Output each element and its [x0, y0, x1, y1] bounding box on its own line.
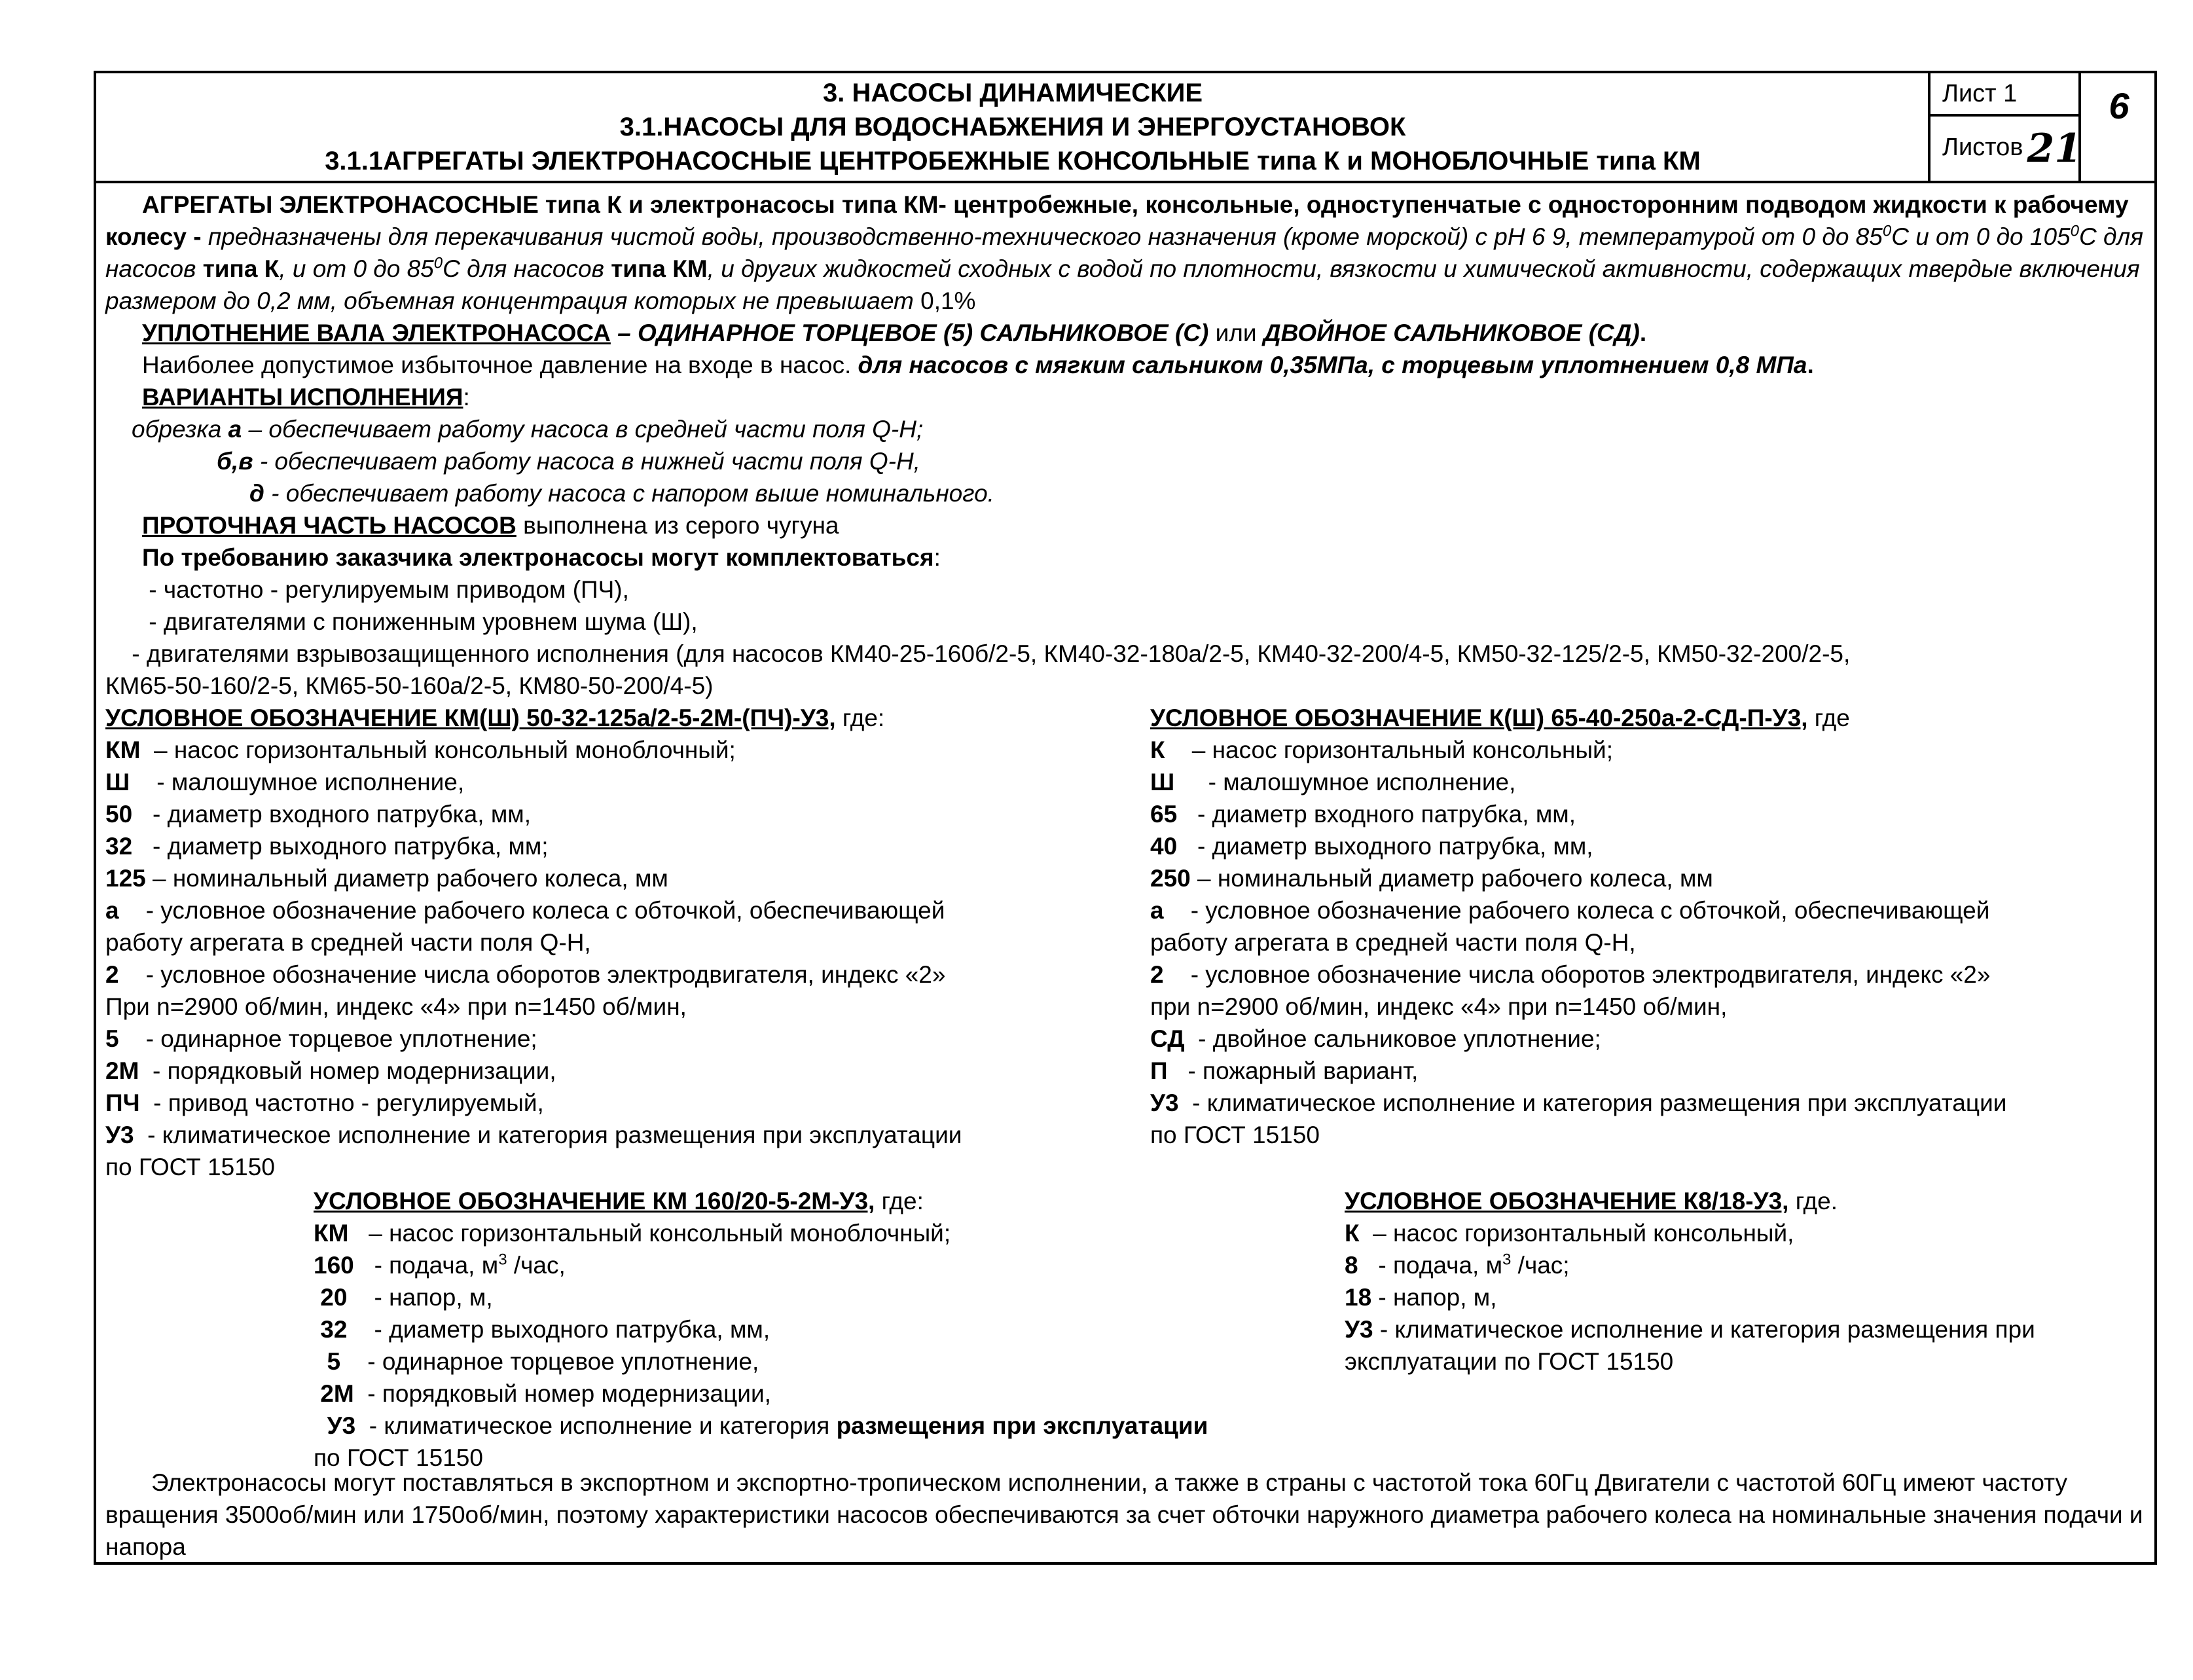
designation-km160-row [314, 1217, 1361, 1249]
designation-km160-row-sup: 3 [498, 1251, 507, 1269]
designation-km160-row [314, 1410, 1361, 1442]
designation-k8-suffix: где. [1788, 1188, 1838, 1214]
seal-or: или [1208, 320, 1263, 346]
designation-k-row-text: - диаметр выходного патрубка, мм, [1177, 833, 1593, 860]
designation-k8-row-key: К [1345, 1220, 1360, 1247]
designation-km160-row-text: - напор, м, [347, 1284, 493, 1311]
designation-km-row [105, 734, 1127, 766]
pressure-values: для насосов с мягким сальником 0,35МПа, с торцевым уплотнением 0,8 МПа [858, 352, 1807, 378]
designation-km160-list [314, 1217, 1361, 1474]
designation-k [1150, 702, 2158, 1151]
designation-k-row-key: СД [1150, 1025, 1185, 1052]
designation-km160-row [314, 1313, 1361, 1345]
options-title [105, 541, 2150, 574]
designation-km-row-text: - порядковый номер модернизации, [139, 1057, 556, 1084]
pressure-text: Наиболее допустимое избыточное давление на входе в насос. [142, 352, 858, 378]
designation-km-row-text: - условное обозначение рабочего колеса с обточкой, обеспечивающей [118, 897, 945, 924]
title-line-2: 3.1.НАСОСЫ ДЛЯ ВОДОСНАБЖЕНИЯ И ЭНЕРГОУСТАНОВОК [619, 113, 1406, 141]
designation-km-row-key: У3 [105, 1122, 134, 1148]
designation-km-row-key: 2 [105, 961, 119, 988]
intro-italic-e: С для насосов [443, 255, 611, 282]
title-line-1: 3. НАСОСЫ ДИНАМИЧЕСКИЕ [822, 79, 1203, 107]
designation-km-row [105, 830, 1127, 862]
designation-km-row-key: 125 [105, 865, 146, 892]
designation-km-row-text: работу агрегата в средней части поля Q-H, [105, 929, 591, 956]
variant-d-key: д [249, 480, 264, 507]
designation-k-row-text: - условное обозначение числа оборотов электродвигателя, индекс «2» [1163, 961, 1991, 988]
variant-bv-key: б,в [217, 448, 253, 475]
designation-k-row-key: 250 [1150, 865, 1191, 892]
designation-k-row-key: а [1150, 897, 1164, 924]
designation-km-row-text: - малошумное исполнение, [130, 769, 465, 795]
designation-km-row [105, 862, 1127, 894]
designation-k8-row [1345, 1281, 2150, 1313]
designation-km160-row-text: - подача, м [353, 1252, 499, 1279]
sheet-label: Лист 1 [1930, 73, 2081, 117]
designation-km160-row-text: - диаметр выходного патрубка, мм, [347, 1316, 770, 1343]
designation-km [105, 702, 1127, 1183]
designation-k-row [1150, 894, 2158, 926]
designation-km160-suffix: где: [875, 1188, 924, 1214]
intro-italic-d: , и от 0 до 85 [279, 255, 434, 282]
designation-km160-row-text: - климатическое исполнение и категория [355, 1412, 837, 1439]
designation-km160-row-text: - порядковый номер модернизации, [353, 1380, 771, 1407]
designation-km-row [105, 1055, 1127, 1087]
intro-bold: АГРЕГАТЫ ЭЛЕКТРОНАСОСНЫЕ типа К и электронасосы типа КМ- центробежные, консольные, одноступенчатые с односторонним подводом жидкости к рабочему колесу - [105, 191, 2129, 250]
designation-k-row-text: работу агрегата в средней части поля Q-H, [1150, 929, 1636, 956]
designation-km160-row-bold-text: размещения при эксплуатации [836, 1412, 1208, 1439]
designation-k-code: УСЛОВНОЕ ОБОЗНАЧЕНИЕ К(Ш) 65-40-250а-2-СД-П-У3, [1150, 704, 1808, 731]
title-block [96, 73, 2154, 183]
footer-paragraph: Электронасосы могут поставляться в экспортном и экспортно-тропическом исполнении, а также в страны с частотой тока 60Гц Двигатели с частотой 60Гц имеют частоту вращения 3500об/мин или 1750об/мин, поэтому характеристики насосов обеспечиваются за счет обточки наружного диаметра рабочего колеса на номинальные значения подачи и напора [105, 1469, 2143, 1560]
designation-km-row-key: Ш [105, 769, 130, 795]
designation-k-row [1150, 991, 2158, 1023]
option-2: - двигателями с пониженным уровнем шума (Ш), [142, 608, 698, 635]
designation-km-row-key: 32 [105, 833, 133, 860]
designation-k8-row-text: - климатическое исполнение и категория размещения при [1373, 1316, 2035, 1343]
designation-k-row [1150, 1055, 2158, 1087]
document-frame [94, 71, 2157, 1565]
designation-km-row [105, 894, 1127, 926]
variant-bv [105, 445, 2150, 477]
designation-k8-row-key: 8 [1345, 1252, 1358, 1279]
designation-km-row-text: - климатическое исполнение и категория размещения при эксплуатации [134, 1122, 962, 1148]
designation-k8-row [1345, 1217, 2150, 1249]
intro-type-km: типа КМ [611, 255, 708, 282]
designation-km160-row-key: 160 [314, 1252, 354, 1279]
designation-k-row [1150, 926, 2158, 959]
designation-k8-row-key: У3 [1345, 1316, 1373, 1343]
designation-k-row-text: - пожарный вариант, [1167, 1057, 1419, 1084]
seal-option-a: ОДИНАРНОЕ ТОРЦЕВОЕ (5) САЛЬНИКОВОЕ (С) [638, 320, 1209, 346]
designation-km-row-text: - одинарное торцевое уплотнение; [118, 1025, 537, 1052]
designation-k8-row-text: - подача, м [1358, 1252, 1503, 1279]
designation-km160-row-key: 2М [314, 1380, 354, 1407]
option-1: - частотно - регулируемым приводом (ПЧ), [142, 576, 629, 603]
degree-sup-2: 0 [2070, 222, 2079, 240]
pressure-line [105, 349, 2150, 381]
designation-k-row-text: – номинальный диаметр рабочего колеса, мм [1190, 865, 1713, 892]
designation-km160-row [314, 1345, 1361, 1378]
designation-km-row [105, 959, 1127, 991]
designation-k-row [1150, 1087, 2158, 1119]
designation-k-row-text: - диаметр входного патрубка, мм, [1177, 801, 1576, 828]
designation-columns-bottom [105, 1185, 2150, 1471]
designation-km-row-text: – насос горизонтальный консольный моноблочный; [140, 737, 736, 763]
sheets-count: 21 [2027, 125, 2082, 172]
designation-k-row-text: при n=2900 об/мин, индекс «4» при n=1450 об/мин, [1150, 993, 1728, 1020]
variant-d-text: - обеспечивает работу насоса с напором выше номинального. [264, 480, 994, 507]
designation-k-row-key: 65 [1150, 801, 1178, 828]
designation-km-row-key: 2М [105, 1057, 139, 1084]
designation-km160-row [314, 1442, 1361, 1474]
designation-k8-row-key: 18 [1345, 1284, 1372, 1311]
option-3: - двигателями взрывозащищенного исполнения (для насосов КМ40-25-160б/2-5, КМ40-32-180а/2-5, КМ40-32-200/4-5, КМ50-32-125/2-5, КМ50-32-200/2-5, [125, 640, 1851, 667]
pressure-end: . [1807, 352, 1814, 378]
designation-k-title [1150, 702, 2158, 734]
designation-k8-list [1345, 1217, 2150, 1378]
flow-label: ПРОТОЧНАЯ ЧАСТЬ НАСОСОВ [142, 512, 517, 539]
designation-k-row [1150, 1023, 2158, 1055]
designation-k-row-key: Ш [1150, 769, 1175, 795]
seal-dash: – [610, 320, 638, 346]
page-title [96, 76, 1929, 178]
designation-k-row [1150, 959, 2158, 991]
designation-k-row-key: П [1150, 1057, 1168, 1084]
designation-km-list [105, 734, 1127, 1183]
designation-k-row-text: - двойное сальниковое уплотнение; [1184, 1025, 1601, 1052]
designation-km160-title [314, 1185, 1361, 1217]
designation-km160-row-text-end: /час, [507, 1252, 566, 1279]
designation-k-row [1150, 1119, 2158, 1151]
designation-km-row [105, 1151, 1127, 1183]
designation-km160-code: УСЛОВНОЕ ОБОЗНАЧЕНИЕ КМ 160/20-5-2М-У3, [314, 1188, 875, 1214]
document-body [105, 189, 2150, 1563]
options-colon: : [933, 544, 941, 571]
designation-km160-row-text: по ГОСТ 15150 [314, 1444, 483, 1471]
designation-k8-row-sup: 3 [1502, 1251, 1512, 1269]
designation-k-row-text: - малошумное исполнение, [1174, 769, 1516, 795]
designation-km-row [105, 798, 1127, 830]
designation-km-title [105, 702, 1127, 734]
designation-km-row-key: 5 [105, 1025, 119, 1052]
designation-km-row-text: - условное обозначение числа оборотов электродвигателя, индекс «2» [118, 961, 946, 988]
designation-k8-code: УСЛОВНОЕ ОБОЗНАЧЕНИЕ К8/18-У3, [1345, 1188, 1789, 1214]
flow-text: выполнена из серого чугуна [516, 512, 839, 539]
variants-label: ВАРИАНТЫ ИСПОЛНЕНИЯ [142, 384, 463, 411]
designation-km-row-text: - диаметр выходного патрубка, мм; [132, 833, 549, 860]
designation-k-row-key: К [1150, 737, 1165, 763]
designation-k8-row-text-end: /час; [1511, 1252, 1570, 1279]
variant-a-key: а [228, 416, 242, 443]
designation-k8-row-text: - напор, м, [1371, 1284, 1497, 1311]
designation-km-row [105, 991, 1127, 1023]
designation-km160-row [314, 1281, 1361, 1313]
options-title-text: По требованию заказчика электронасосы могут комплектоваться [142, 544, 934, 571]
designation-k-row [1150, 734, 2158, 766]
designation-km-row-text: При n=2900 об/мин, индекс «4» при n=1450 об/мин, [105, 993, 687, 1020]
designation-km-row-text: – номинальный диаметр рабочего колеса, мм [145, 865, 668, 892]
designation-km160-row-key: 20 [314, 1284, 348, 1311]
designation-km160-row-key: КМ [314, 1220, 349, 1247]
intro-italic-a: предназначены для перекачивания чистой воды, производственно-технического назначения (кроме морской) с pH 6 9, температурой от 0 до 85 [208, 223, 1883, 250]
designation-km-row-key: а [105, 897, 119, 924]
designation-k8-row [1345, 1313, 2150, 1345]
designation-km-row [105, 926, 1127, 959]
intro-italic-f: , и других жидкостей сходных с водой по плотности, вязкости и химической активности, содержащих твердые включения размером до 0,2 мм, объемная концентрация которых не превышает [105, 255, 2140, 314]
designation-km160-row-key: У3 [314, 1412, 356, 1439]
designation-k-row-key: У3 [1150, 1089, 1179, 1116]
intro-end: 0,1% [920, 287, 976, 314]
variant-a-text: – обеспечивает работу насоса в средней части поля Q-H; [242, 416, 924, 443]
intro-paragraph [105, 189, 2150, 317]
designation-k-row-text: - условное обозначение рабочего колеса с обточкой, обеспечивающей [1163, 897, 1990, 924]
seal-line [105, 317, 2150, 349]
designation-k8-title [1345, 1185, 2150, 1217]
designation-km-row-key: 50 [105, 801, 133, 828]
designation-k-suffix: где [1807, 704, 1850, 731]
designation-k-row-text: – насос горизонтальный консольный; [1165, 737, 1614, 763]
designation-k-row-key: 2 [1150, 961, 1164, 988]
degree-sup-1: 0 [1882, 222, 1892, 240]
sheets-label: Листов [1942, 134, 2023, 161]
designation-km-row [105, 1087, 1127, 1119]
designation-k8-row [1345, 1345, 2150, 1378]
designation-km160-row-text: - одинарное торцевое уплотнение, [340, 1348, 759, 1375]
designation-km-row [105, 1119, 1127, 1151]
designation-km-row-key: КМ [105, 737, 141, 763]
seal-label: УПЛОТНЕНИЕ ВАЛА ЭЛЕКТРОНАСОСА [142, 320, 611, 346]
designation-km160-row [314, 1378, 1361, 1410]
designation-k-row-text: по ГОСТ 15150 [1150, 1122, 1320, 1148]
designation-km-row-key: ПЧ [105, 1089, 140, 1116]
designation-k-row [1150, 862, 2158, 894]
designation-k-list [1150, 734, 2158, 1151]
page-number: 6 [2109, 85, 2130, 126]
flow-line [105, 509, 2150, 541]
option-3-cont: КМ65-50-160/2-5, КМ65-50-160а/2-5, КМ80-50-200/4-5) [105, 672, 714, 699]
title-line-3: 3.1.1АГРЕГАТЫ ЭЛЕКТРОНАСОСНЫЕ ЦЕНТРОБЕЖНЫЕ КОНСОЛЬНЫЕ типа К и МОНОБЛОЧНЫЕ типа КМ [325, 147, 1701, 175]
designation-km-row-text: - диаметр входного патрубка, мм, [132, 801, 531, 828]
seal-end: . [1639, 320, 1647, 346]
designation-km160-row-key: 32 [314, 1316, 348, 1343]
designation-km160-row [314, 1249, 1361, 1281]
designation-k-row-key: 40 [1150, 833, 1178, 860]
designation-km-row-text: - привод частотно - регулируемый, [139, 1089, 544, 1116]
variants-colon: : [463, 384, 470, 411]
designation-km-row-text: по ГОСТ 15150 [105, 1154, 275, 1180]
designation-k8-row [1345, 1249, 2150, 1281]
designation-k-row-text: - климатическое исполнение и категория размещения при эксплуатации [1178, 1089, 2007, 1116]
variants-title [105, 381, 2150, 413]
designation-km160-row-key: 5 [314, 1348, 341, 1375]
variant-d [105, 477, 2150, 509]
designation-k8-row-text: – насос горизонтальный консольный, [1359, 1220, 1794, 1247]
designation-km-row [105, 766, 1127, 798]
variant-a-prefix: обрезка [132, 416, 228, 443]
designation-k8 [1345, 1185, 2150, 1378]
designation-km-suffix: где: [835, 704, 885, 731]
intro-type-k: типа К [202, 255, 280, 282]
sheets-cell [1930, 117, 2081, 181]
designation-columns-top [105, 702, 2150, 1180]
designation-k-row [1150, 766, 2158, 798]
designation-k-row [1150, 830, 2158, 862]
designation-km-row [105, 1023, 1127, 1055]
intro-italic-b: С и от 0 до 105 [1891, 223, 2071, 250]
sheet-info-box [1928, 73, 2157, 181]
seal-option-b: ДВОЙНОЕ САЛЬНИКОВОЕ (СД) [1263, 320, 1640, 346]
variant-a [105, 413, 2150, 445]
designation-km160-row-text: – насос горизонтальный консольный моноблочный; [348, 1220, 951, 1247]
variant-bv-text: - обеспечивает работу насоса в нижней части поля Q-H, [253, 448, 920, 475]
designation-km-code: УСЛОВНОЕ ОБОЗНАЧЕНИЕ КМ(Ш) 50-32-125а/2-5-2М-(ПЧ)-У3, [105, 704, 836, 731]
designation-k8-row-text: эксплуатации по ГОСТ 15150 [1345, 1348, 1674, 1375]
designation-km160 [314, 1185, 1361, 1474]
degree-sup-3: 0 [433, 254, 443, 272]
designation-k-row [1150, 798, 2158, 830]
intro-italic-c: С для насосов [105, 223, 2144, 282]
